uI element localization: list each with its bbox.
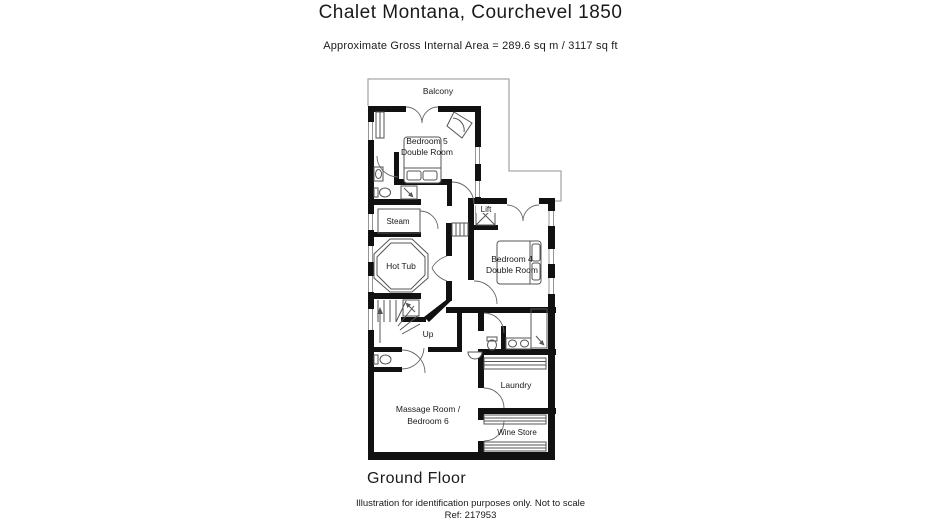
area-subtitle: Approximate Gross Internal Area = 289.6 sq m / 3117 sq ft xyxy=(323,40,618,52)
room-label-hot-tub: Hot Tub xyxy=(386,261,416,271)
window xyxy=(367,122,375,140)
massage-door-arc xyxy=(402,350,425,373)
window xyxy=(474,181,482,197)
room-label-massage-line2: Bedroom 6 xyxy=(407,416,449,426)
fixtures xyxy=(374,112,547,451)
hot-tub-entry-arc xyxy=(432,268,447,281)
balcony-door-arc xyxy=(422,107,438,123)
window xyxy=(547,249,556,264)
wine-rack-icon xyxy=(484,442,546,451)
corner-shower-icon xyxy=(447,112,472,138)
shower-closet-icon xyxy=(401,186,417,199)
window xyxy=(547,278,556,294)
toilet-icon xyxy=(374,188,391,197)
disclaimer-text: Illustration for identification purposes only. Not to scale xyxy=(356,498,585,509)
steam-door-arc xyxy=(420,211,438,229)
laundry-door-arc xyxy=(484,388,504,408)
wine-rack-icon xyxy=(484,415,546,424)
bedroom4-door-arc xyxy=(474,281,497,304)
room-label-massage-line1: Massage Room / xyxy=(395,404,461,414)
toilet-icon xyxy=(487,337,497,350)
wc-door-arc xyxy=(402,348,424,369)
window xyxy=(547,211,556,226)
reference-number: Ref: 217953 xyxy=(444,510,497,521)
window xyxy=(474,147,482,164)
shower-icon xyxy=(531,309,547,348)
room-label-bedroom5-line1: Bedroom 5 xyxy=(406,136,448,146)
room-label-up: Up xyxy=(422,329,434,339)
hot-tub-entry-arc xyxy=(432,256,447,268)
window xyxy=(367,309,375,330)
room-label-laundry: Laundry xyxy=(500,380,532,390)
room-label-bedroom4-line1: Bedroom 4 xyxy=(491,254,533,264)
page-title: Chalet Montana, Courchevel 1850 xyxy=(318,2,623,23)
toilet-icon xyxy=(374,355,391,364)
wardrobe-icon xyxy=(376,112,384,138)
window xyxy=(367,214,375,230)
room-label-balcony: Balcony xyxy=(422,86,454,96)
floor-name: Ground Floor xyxy=(367,470,467,487)
footer xyxy=(0,498,941,522)
room-label-bedroom5-line2: Double Room xyxy=(401,147,453,157)
room-label-bedroom4-line2: Double Room xyxy=(486,265,538,275)
balcony-door-arc xyxy=(406,107,422,123)
bedroom4-balcony-door-arc xyxy=(507,205,523,221)
corridor-steps-icon xyxy=(452,223,468,236)
room-label-steam: Steam xyxy=(386,217,410,226)
room-label-wine-store: Wine Store xyxy=(497,428,537,437)
bedroom4-balcony-door-arc xyxy=(523,205,539,221)
double-sink-icon xyxy=(506,338,531,349)
room-label-lift: Lift xyxy=(480,205,492,214)
laundry-shelf-icon xyxy=(484,358,546,369)
